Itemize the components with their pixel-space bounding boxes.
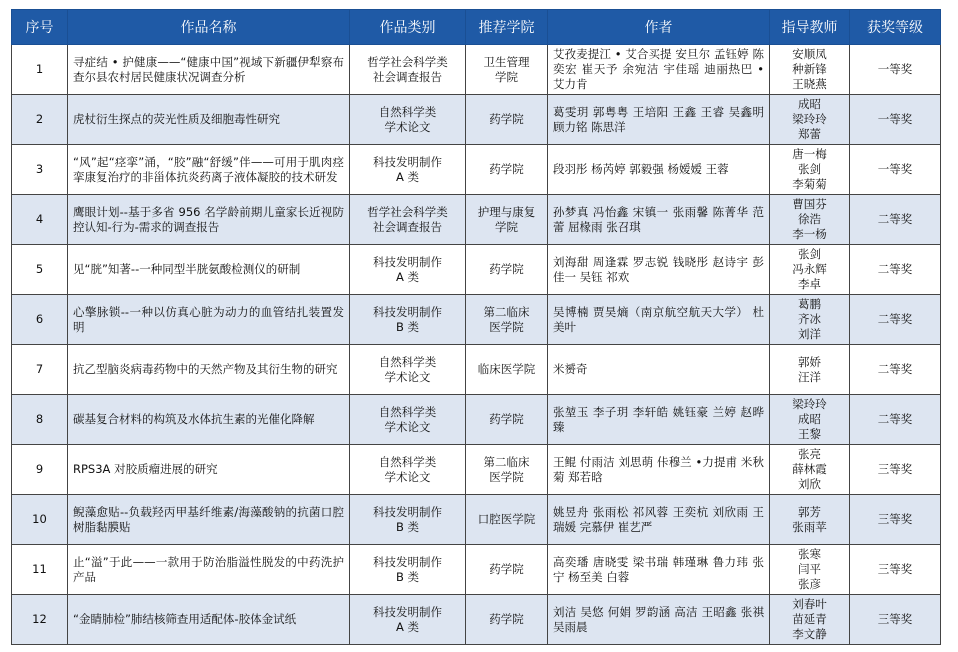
cell-award: 二等奖 xyxy=(850,295,941,345)
table-row xyxy=(12,145,941,195)
advisor-name: 张寒 xyxy=(798,547,821,561)
cell-advisors xyxy=(770,495,850,545)
cell-advisors xyxy=(770,395,850,445)
cell-school: 卫生管理 学院 xyxy=(466,45,548,95)
advisor-name: 张亮 xyxy=(798,447,821,461)
cell-category: 哲学社会科学类 社会调查报告 xyxy=(350,45,466,95)
cell-authors: 刘洁 吴悠 何娟 罗韵涵 高洁 王昭鑫 张祺 吴雨晨 xyxy=(548,595,770,645)
header-category: 作品类别 xyxy=(350,10,466,45)
cell-title: 心擎脉锁--一种以仿真心脏为动力的血管结扎装置发明 xyxy=(68,295,350,345)
cell-title: 抗乙型脑炎病毒药物中的天然产物及其衍生物的研究 xyxy=(68,345,350,395)
advisor-name: 薛林霞 xyxy=(792,462,827,476)
header-no: 序号 xyxy=(12,10,68,45)
cell-title: RPS3A 对胶质瘤进展的研究 xyxy=(68,445,350,495)
advisor-name: 齐冰 xyxy=(798,312,821,326)
header-authors: 作者 xyxy=(548,10,770,45)
advisor-name: 张剑 xyxy=(798,162,821,176)
cell-title: 止“溢”于此——一款用于防治脂溢性脱发的中药洗护产品 xyxy=(68,545,350,595)
cell-authors: 张堃玉 李子玥 李轩皓 姚钰豪 兰婷 赵晔臻 xyxy=(548,395,770,445)
cell-advisors xyxy=(770,195,850,245)
table-row xyxy=(12,195,941,245)
cell-no: 2 xyxy=(12,95,68,145)
table-row xyxy=(12,495,941,545)
cell-school: 药学院 xyxy=(466,395,548,445)
cell-school: 药学院 xyxy=(466,95,548,145)
cell-authors: 姚昱舟 张雨松 祁风蓉 王奕杭 刘欣雨 王瑞媛 完慕伊 崔艺严 xyxy=(548,495,770,545)
cell-advisors xyxy=(770,345,850,395)
table-row xyxy=(12,295,941,345)
cell-advisors xyxy=(770,245,850,295)
cell-category: 自然科学类 学术论文 xyxy=(350,345,466,395)
cell-category: 科技发明制作 A 类 xyxy=(350,595,466,645)
advisor-name: 刘春叶 xyxy=(792,597,827,611)
cell-category: 科技发明制作 A 类 xyxy=(350,145,466,195)
advisor-name: 苗延青 xyxy=(792,612,827,626)
table-body xyxy=(12,45,941,645)
cell-award: 一等奖 xyxy=(850,145,941,195)
cell-no: 7 xyxy=(12,345,68,395)
cell-school: 药学院 xyxy=(466,145,548,195)
advisor-name: 李一杨 xyxy=(792,227,827,241)
cell-category: 自然科学类 学术论文 xyxy=(350,445,466,495)
cell-title: 寻症结 • 护健康——“健康中国”视域下新疆伊犁察布查尔县农村居民健康状况调查分析 xyxy=(68,45,350,95)
header-row xyxy=(12,10,941,45)
cell-authors: 段羽彤 杨芮婷 郭毅强 杨嫒嫒 王蓉 xyxy=(548,145,770,195)
cell-award: 二等奖 xyxy=(850,345,941,395)
cell-no: 4 xyxy=(12,195,68,245)
cell-school: 护理与康复 学院 xyxy=(466,195,548,245)
cell-authors: 高奕璠 唐晓雯 梁书瑞 韩瑾琳 鲁力玮 张宁 杨至美 白蓉 xyxy=(548,545,770,595)
advisor-name: 成昭 xyxy=(798,97,821,111)
advisor-name: 种新锋 xyxy=(792,62,827,76)
advisor-name: 成昭 xyxy=(798,412,821,426)
cell-no: 5 xyxy=(12,245,68,295)
advisor-name: 汪洋 xyxy=(798,369,821,384)
header-school: 推荐学院 xyxy=(466,10,548,45)
advisor-name: 梁玲玲 xyxy=(792,397,827,411)
awards-table xyxy=(11,9,941,645)
advisor-name: 唐一梅 xyxy=(792,147,827,161)
table-row xyxy=(12,45,941,95)
advisor-name: 徐浩 xyxy=(798,212,821,226)
cell-category: 科技发明制作 B 类 xyxy=(350,545,466,595)
cell-title: 鲵藻愈贴--负载羟丙甲基纤维素/海藻酸钠的抗菌口腔树脂黏膜贴 xyxy=(68,495,350,545)
cell-authors: 葛雯玥 郭粤粤 王培阳 王鑫 王睿 吴鑫明 顾力铭 陈思洋 xyxy=(548,95,770,145)
table-row xyxy=(12,245,941,295)
header-advisors: 指导教师 xyxy=(770,10,850,45)
cell-advisors xyxy=(770,595,850,645)
cell-award: 三等奖 xyxy=(850,445,941,495)
header-title: 作品名称 xyxy=(68,10,350,45)
cell-no: 12 xyxy=(12,595,68,645)
cell-school: 药学院 xyxy=(466,545,548,595)
advisor-name: 冯永辉 xyxy=(792,262,827,276)
cell-award: 三等奖 xyxy=(850,545,941,595)
cell-advisors xyxy=(770,95,850,145)
advisor-name: 王黎 xyxy=(798,427,821,441)
advisor-name: 刘欣 xyxy=(798,477,821,491)
cell-authors: 孙梦真 冯怡鑫 宋镇一 张雨馨 陈菁华 范蕾 屈椽雨 张召琪 xyxy=(548,195,770,245)
cell-authors: 刘海甜 周逢霖 罗志锐 钱晓彤 赵诗宇 彭佳一 吴钰 祁欢 xyxy=(548,245,770,295)
cell-title: “风”起“痉挛”涌，“胶”融“舒缓”伴——可用于肌肉痉挛康复治疗的非甾体抗炎药离子液体凝胶的技术研发 xyxy=(68,145,350,195)
cell-category: 自然科学类 学术论文 xyxy=(350,95,466,145)
cell-title: 见“胱”知著--一种同型半胱氨酸检测仪的研制 xyxy=(68,245,350,295)
cell-advisors xyxy=(770,45,850,95)
cell-no: 9 xyxy=(12,445,68,495)
cell-award: 一等奖 xyxy=(850,95,941,145)
cell-school: 口腔医学院 xyxy=(466,495,548,545)
advisor-name: 刘洋 xyxy=(798,327,821,341)
cell-advisors xyxy=(770,145,850,195)
cell-school: 临床医学院 xyxy=(466,345,548,395)
advisor-name: 李卓 xyxy=(798,277,821,291)
advisor-name: 李菊菊 xyxy=(792,177,827,191)
cell-school: 药学院 xyxy=(466,245,548,295)
cell-title: 碳基复合材料的构筑及水体抗生素的光催化降解 xyxy=(68,395,350,445)
cell-school: 第二临床 医学院 xyxy=(466,445,548,495)
header-award: 获奖等级 xyxy=(850,10,941,45)
cell-category: 哲学社会科学类 社会调查报告 xyxy=(350,195,466,245)
cell-no: 1 xyxy=(12,45,68,95)
cell-award: 二等奖 xyxy=(850,195,941,245)
advisor-name: 梁玲玲 xyxy=(792,112,827,126)
table-row xyxy=(12,345,941,395)
cell-authors: 艾孜麦提江 • 艾合买提 安旦尔 孟钰婷 陈奕宏 崔天予 余宛洁 宇佳瑶 迪丽热巴 • 艾力肯 xyxy=(548,45,770,95)
table-row xyxy=(12,395,941,445)
cell-school: 药学院 xyxy=(466,595,548,645)
cell-award: 二等奖 xyxy=(850,245,941,295)
advisor-name: 安顺凤 xyxy=(792,47,827,61)
cell-advisors xyxy=(770,295,850,345)
cell-title: “金睛肺检”肺结核筛查用适配体-胶体金试纸 xyxy=(68,595,350,645)
advisor-name: 曹国芬 xyxy=(792,197,827,211)
cell-school: 第二临床 医学院 xyxy=(466,295,548,345)
cell-title: 虎杖衍生探点的荧光性质及细胞毒性研究 xyxy=(68,95,350,145)
cell-title: 鹰眼计划--基于多省 956 名学龄前期儿童家长近视防控认知-行为-需求的调查报告 xyxy=(68,195,350,245)
advisor-name: 葛鹏 xyxy=(798,297,821,311)
advisor-name: 郭娇 xyxy=(798,354,821,369)
advisor-name: 张雨苹 xyxy=(792,519,827,534)
cell-category: 科技发明制作 A 类 xyxy=(350,245,466,295)
cell-advisors xyxy=(770,545,850,595)
advisor-name: 张彦 xyxy=(798,577,821,591)
cell-category: 科技发明制作 B 类 xyxy=(350,495,466,545)
cell-award: 一等奖 xyxy=(850,45,941,95)
cell-authors: 米赟奇 xyxy=(548,345,770,395)
cell-authors: 王鲲 付雨洁 刘思萌 佧穆兰 •力提甫 米秋菊 郑若晗 xyxy=(548,445,770,495)
table-row xyxy=(12,445,941,495)
table-row xyxy=(12,95,941,145)
cell-authors: 吴博楠 贾昊熵（南京航空航天大学） 杜美叶 xyxy=(548,295,770,345)
cell-award: 二等奖 xyxy=(850,395,941,445)
advisor-name: 张剑 xyxy=(798,247,821,261)
cell-no: 8 xyxy=(12,395,68,445)
cell-award: 三等奖 xyxy=(850,595,941,645)
table-row xyxy=(12,595,941,645)
cell-no: 3 xyxy=(12,145,68,195)
cell-no: 11 xyxy=(12,545,68,595)
cell-no: 6 xyxy=(12,295,68,345)
cell-category: 自然科学类 学术论文 xyxy=(350,395,466,445)
table-row xyxy=(12,545,941,595)
advisor-name: 王晓燕 xyxy=(792,77,827,91)
advisor-name: 闫平 xyxy=(798,562,821,576)
advisor-name: 郭芳 xyxy=(798,504,821,519)
cell-advisors xyxy=(770,445,850,495)
cell-no: 10 xyxy=(12,495,68,545)
advisor-name: 郑蕾 xyxy=(798,127,821,141)
advisor-name: 李文静 xyxy=(792,627,827,641)
cell-award: 三等奖 xyxy=(850,495,941,545)
cell-category: 科技发明制作 B 类 xyxy=(350,295,466,345)
